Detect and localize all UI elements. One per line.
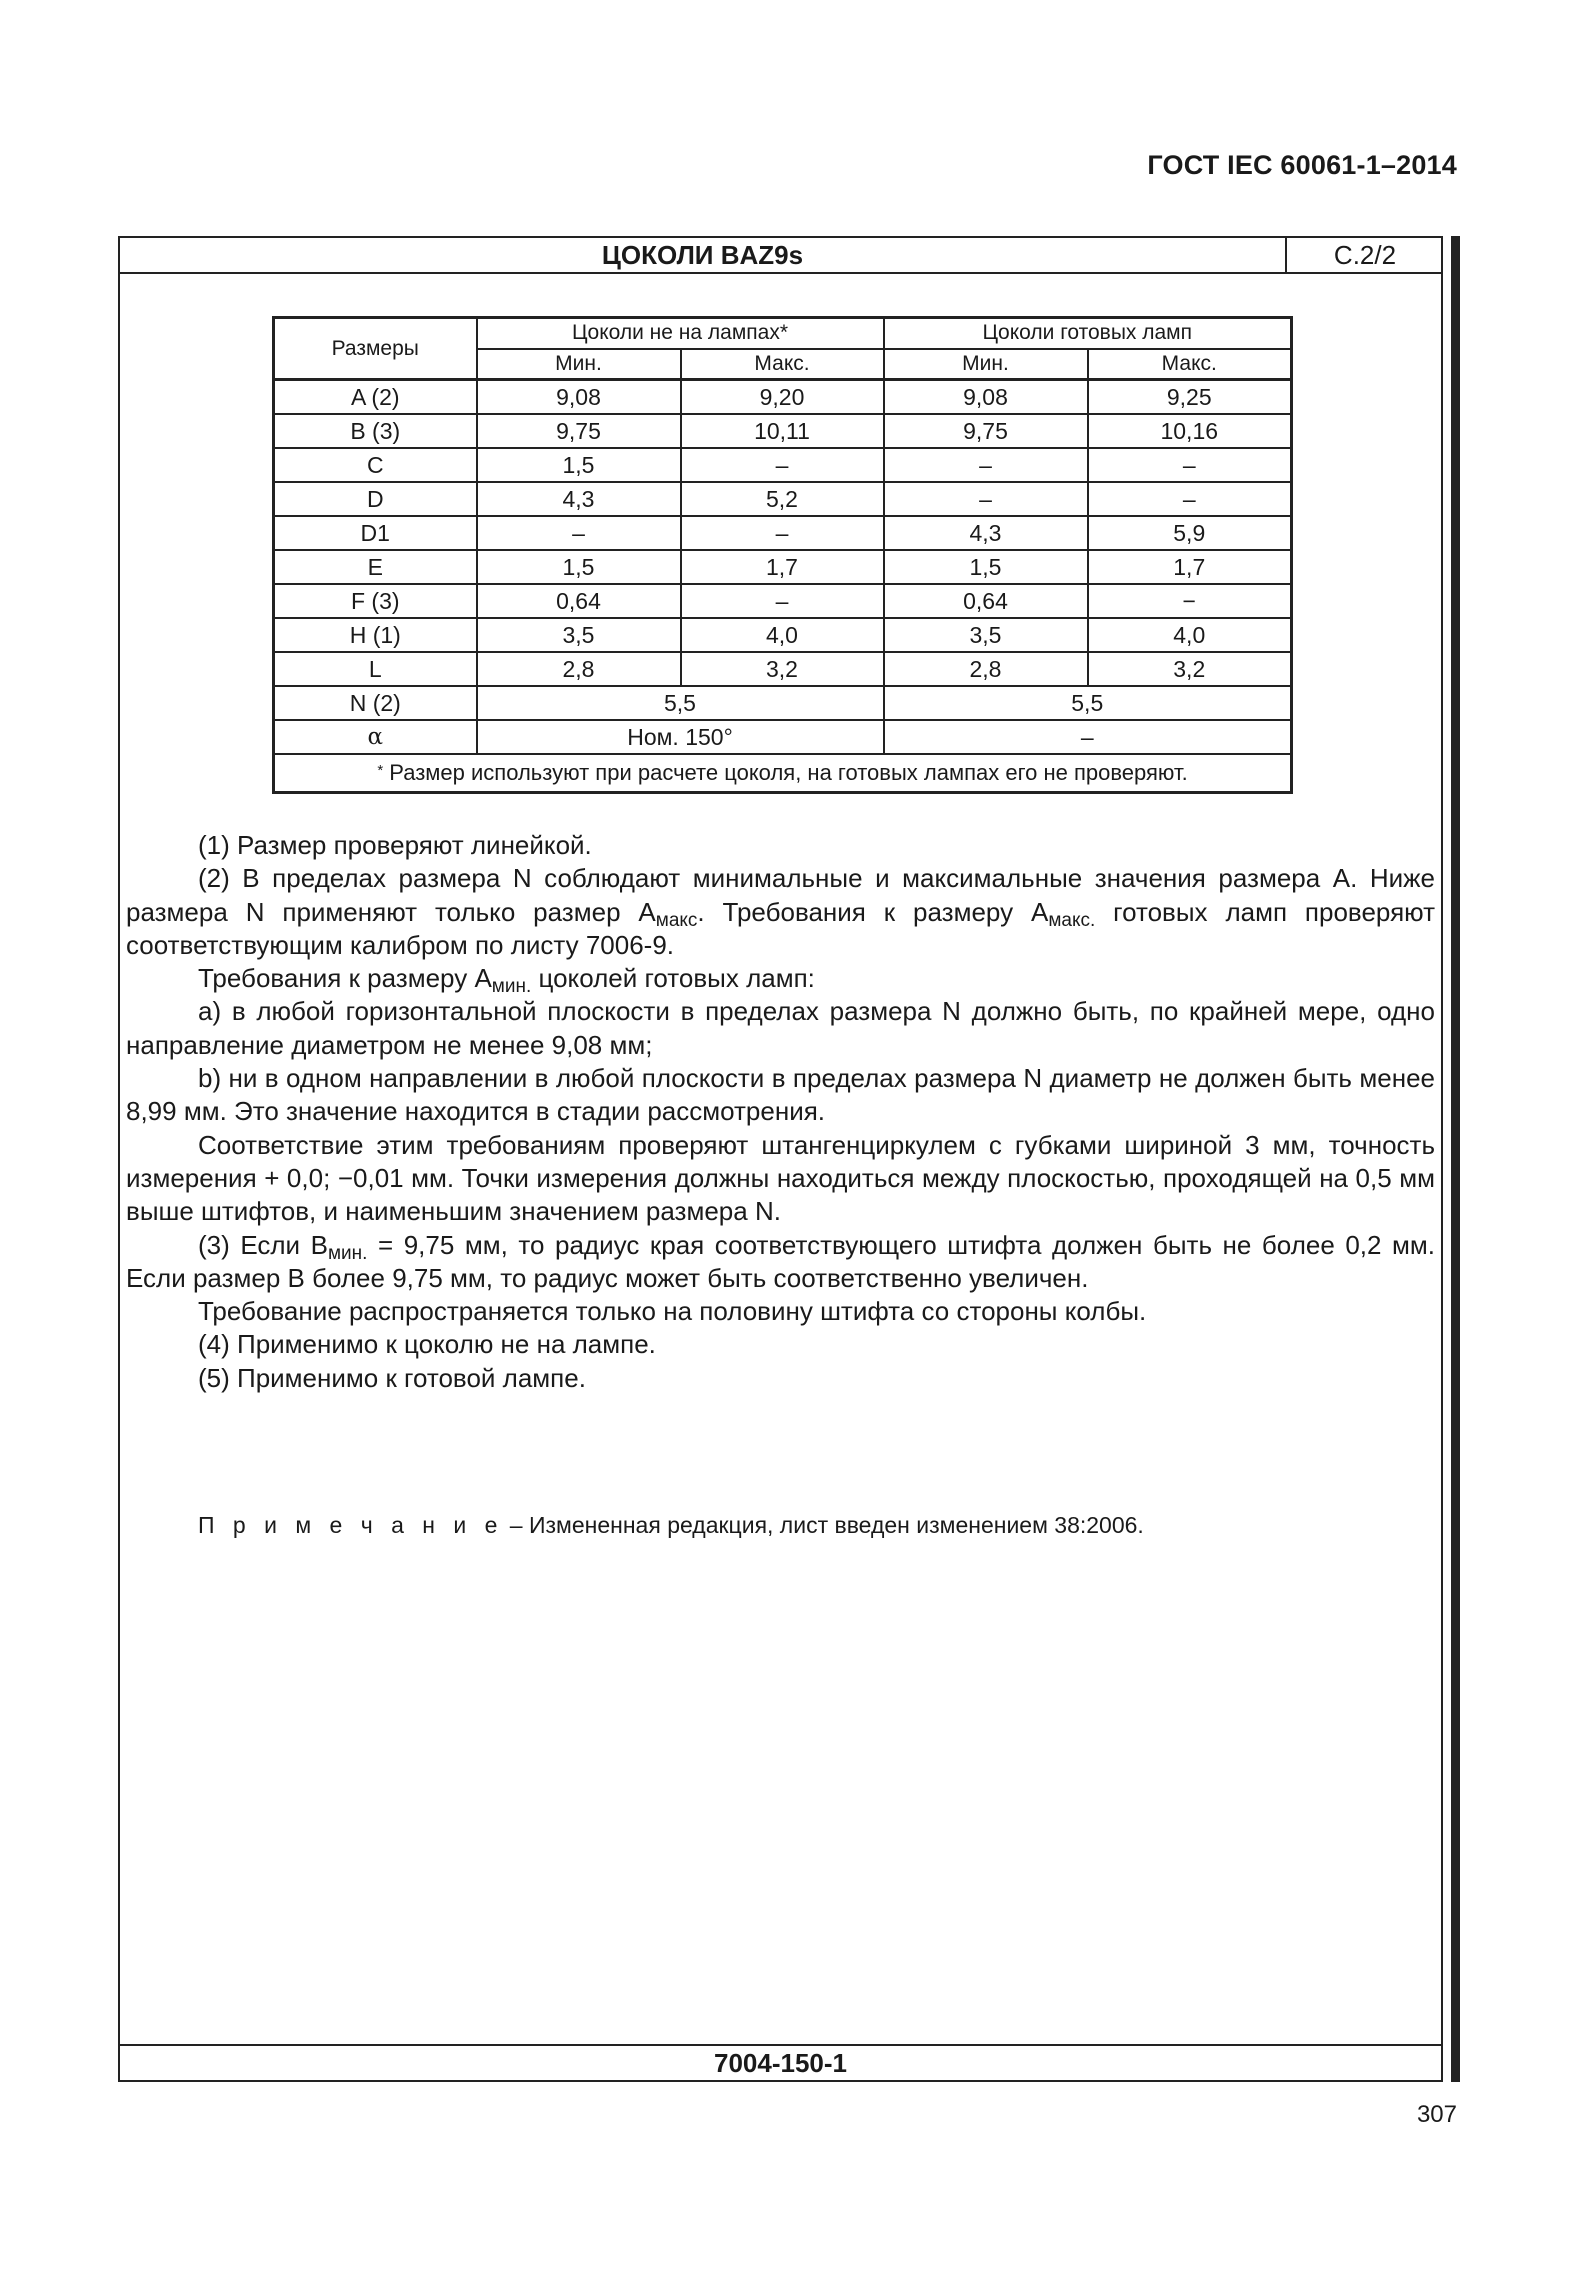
table-cell: 3,5	[477, 618, 681, 652]
paragraph: (5) Применимо к готовой лампе.	[198, 1362, 586, 1393]
header-dimensions: Размеры	[274, 318, 477, 380]
table-cell: 9,75	[477, 414, 681, 448]
header-bases-not-on-lamps: Цоколи не на лампах*	[477, 318, 884, 349]
table-cell: –	[681, 448, 884, 482]
table-cell: –	[681, 516, 884, 550]
table-cell: 3,5	[884, 618, 1088, 652]
sheet-number: С.2/2	[1285, 238, 1443, 272]
title-row	[120, 238, 1441, 274]
paragraph: b) ни в одном направлении в любой плоскости в пределах размера N диаметр не должен быть менее 8,99 мм. Это значение находится в стадии рассмотрения.	[126, 1063, 1435, 1127]
table-cell: –	[884, 720, 1292, 754]
table-cell: 0,64	[884, 584, 1088, 618]
dimension-label: B (3)	[274, 414, 477, 448]
table-cell: 5,2	[681, 482, 884, 516]
table-row	[274, 380, 1292, 414]
paragraph: Требования к размеру $A_{мин.}$ цоколей готовых ламп:	[198, 963, 815, 998]
table-cell: 4,3	[884, 516, 1088, 550]
table-cell: 5,5	[477, 686, 884, 720]
table-cell: 1,7	[1088, 550, 1292, 584]
table-cell: 2,8	[477, 652, 681, 686]
note-label: П р и м е ч а н и е	[198, 1512, 504, 1538]
table-cell: 10,16	[1088, 414, 1292, 448]
table-cell: 1,5	[884, 550, 1088, 584]
header-bases-finished-lamps: Цоколи готовых ламп	[884, 318, 1292, 349]
table-cell: 2,8	[884, 652, 1088, 686]
table-cell: 9,08	[477, 380, 681, 414]
dimension-label: C	[274, 448, 477, 482]
table-cell: 9,20	[681, 380, 884, 414]
table-row	[274, 652, 1292, 686]
table-cell: 3,2	[1088, 652, 1292, 686]
page-number: 307	[1416, 2101, 1457, 2128]
subscript: мин.	[491, 976, 532, 998]
dimension-label: H (1)	[274, 618, 477, 652]
table-cell: 1,7	[681, 550, 884, 584]
subscript: макс.	[1048, 909, 1096, 931]
dimension-label: N (2)	[274, 686, 477, 720]
header-min: Мин.	[884, 349, 1088, 380]
table-row	[274, 482, 1292, 516]
header-max: Макс.	[681, 349, 884, 380]
table-row	[274, 516, 1292, 550]
paragraph: Соответствие этим требованиям проверяют штангенциркулем с губками шириной 3 мм, точность измерения + 0,0; −0,01 мм. Точки измерения должны находиться между плоскостью, проходящей на 0,5 мм выше штифтов, и наименьшим значением размера N.	[126, 1129, 1435, 1227]
sheet-title: ЦОКОЛИ BAZ9s	[601, 240, 804, 270]
dimension-label: α	[274, 720, 477, 754]
dimension-label: F (3)	[274, 584, 477, 618]
table-cell: 9,75	[884, 414, 1088, 448]
table-cell: 3,2	[681, 652, 884, 686]
footnote-mark: *	[377, 761, 384, 779]
table-cell: 4,0	[1088, 618, 1292, 652]
paragraph: (2) В пределах размера N соблюдают минимальные и максимальные значения размера A. Ниже размера N применяют только размер $A_{макс}$. Требования к размеру $A_{макс.}$ готовых ламп проверяют соответствующим калибром по листу 7006-9.	[126, 863, 1435, 960]
dimensions-table	[272, 316, 1293, 794]
table-cell: 9,25	[1088, 380, 1292, 414]
subscript: мин.	[327, 1242, 368, 1264]
table-row	[274, 618, 1292, 652]
footnote-text: Размер используют при расчете цоколя, на готовых лампах его не проверяют.	[383, 759, 1188, 785]
note	[198, 1512, 1144, 1539]
document-standard-header: ГОСТ IEC 60061-1–2014	[1147, 150, 1457, 180]
table-cell: 1,5	[477, 448, 681, 482]
table-cell: 9,08	[884, 380, 1088, 414]
paragraph: (4) Применимо к цоколю не на лампе.	[198, 1329, 656, 1360]
body-text	[126, 829, 1435, 1395]
paragraph: Требование распространяется только на половину штифта со стороны колбы.	[198, 1296, 1147, 1327]
table-cell: 4,0	[681, 618, 884, 652]
header-min: Мин.	[477, 349, 681, 380]
sheet-footer-code: 7004-150-1	[120, 2044, 1441, 2080]
table-row	[274, 448, 1292, 482]
table-cell: –	[1088, 448, 1292, 482]
table-row	[274, 550, 1292, 584]
table-cell: –	[1088, 482, 1292, 516]
table-cell: 5,9	[1088, 516, 1292, 550]
table-cell: –	[681, 584, 884, 618]
paragraph: (3) Если $B_{мин.} = 9,75$ мм, то радиус края соответствующего штифта должен быть не более 0,2 мм. Если размер B более 9,75 мм, то радиус может быть соответственно увеличен.	[126, 1229, 1435, 1293]
dimension-label: D	[274, 482, 477, 516]
table-cell: 5,5	[884, 686, 1292, 720]
dimension-label: L	[274, 652, 477, 686]
table-cell: −	[1088, 584, 1292, 618]
dimension-label: E	[274, 550, 477, 584]
table-cell: –	[884, 482, 1088, 516]
dimension-label: D1	[274, 516, 477, 550]
table-cell: Ном. 150°	[477, 720, 884, 754]
table-cell: –	[884, 448, 1088, 482]
table-row	[274, 414, 1292, 448]
table-cell: 0,64	[477, 584, 681, 618]
paragraph: (1) Размер проверяют линейкой.	[198, 830, 592, 860]
dimension-label: A (2)	[274, 380, 477, 414]
note-text: – Измененная редакция, лист введен изменением 38:2006.	[503, 1512, 1144, 1538]
frame-right-edge	[1451, 236, 1460, 2082]
table-row	[274, 754, 1292, 793]
table-row	[274, 720, 1292, 754]
table-row	[274, 686, 1292, 720]
table-cell: 4,3	[477, 482, 681, 516]
table-row	[274, 584, 1292, 618]
table-cell: 1,5	[477, 550, 681, 584]
table-cell: –	[477, 516, 681, 550]
header-max: Макс.	[1088, 349, 1292, 380]
table-cell: 10,11	[681, 414, 884, 448]
subscript: макс	[655, 909, 698, 931]
table-footnote	[274, 754, 1292, 793]
paragraph: а) в любой горизонтальной плоскости в пределах размера N должно быть, по крайней мере, одно направление диаметром не менее 9,08 мм;	[126, 996, 1435, 1060]
